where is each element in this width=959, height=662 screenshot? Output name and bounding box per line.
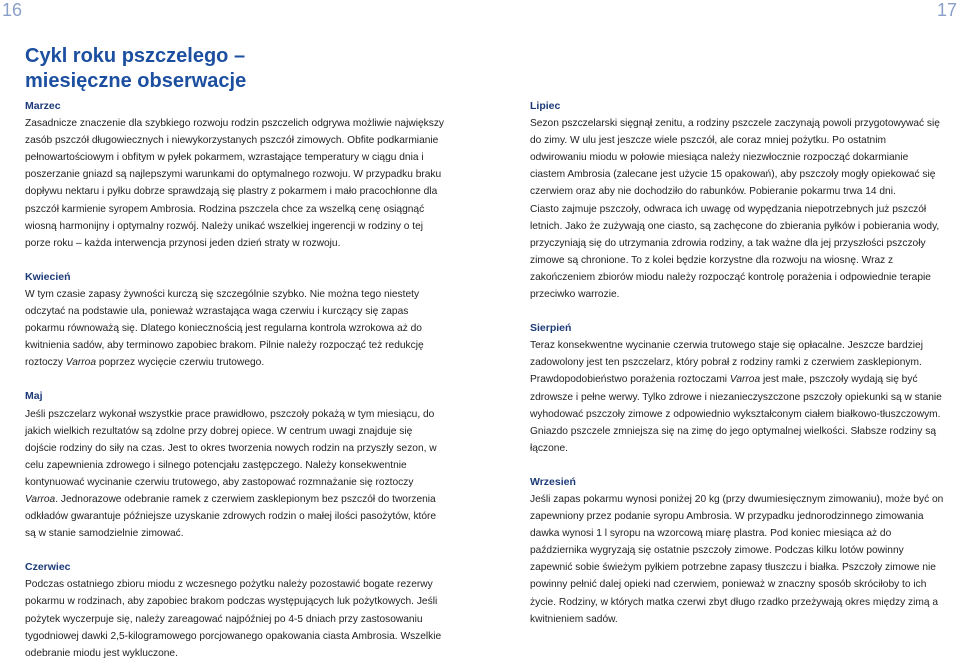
title-line-1: Cykl roku pszczelego – — [25, 45, 246, 67]
section-text: Teraz konsekwentne wycinanie czerwia trutowego staje się opłacalne. Jeszcze bardziej zadowolony jest ten pszczelarz, który pobrał z rodziny ramki z czerwiem zasklepionym. Prawdopodobieństwo porażenia roztoczami Varroa jest małe, pszczoły wydają się być zdrowsze i pełne werwy. Tylko zdrowe i niezanieczyszczone pszczoły opiekunki są w stanie wyhodować pszczoły zimowe z odpowiednio wykształconym ciałem białkowo-tłuszczowym. Gniazdo pszczele zmniejsza się na zimę do jego optymalnej wielkości. Słabsze rodziny są łączone. — [530, 340, 942, 454]
section-text-2: Ciasto zajmuje pszczoły, odwraca ich uwagę od wypędzania niepotrzebnych już pszczół letnich. Jako że zużywają one ciasto, są zachęcone do zbierania pyłków i pobierania wody, przyczyniają się do utrzymania zdrowia rodziny, a tak ważne dla jej przyszłości pszczoły zimowe są chronione. To z kolei będzie korzystne dla rozwoju na wiosnę. Wraz z zakończeniem zbiorów miodu należy rozpocząć kontrolę porażenia i odpowiednie terapie przeciwko warrozie. — [530, 203, 940, 301]
section-text: W tym czasie zapasy żywności kurczą się szczególnie szybko. Nie można tego niestety odczytać na podstawie ula, ponieważ wzrastająca waga czerwiu i kurczący się zapas pokarmu równoważą się. Dlatego koniecznością jest regularna kontrola wzrokowa aż do kwitnienia sadów, aby terminowo zapobiec brakom. Pilnie należy rozpocząć też redukcję roztoczy Varroa poprzez wycięcie czerwiu trutowego. — [25, 288, 424, 369]
page-number-left: 16 — [2, 0, 23, 20]
section-text: Jeśli pszczelarz wykonał wszystkie prace prawidłowo, pszczoły pokażą w tym miesiącu, do jakich wielkich rezultatów są zdolne przy dobrej opiece. W centrum uwagi znajduje się dojście rodziny do siły na czas. Jest to okres tworzenia nowych rodzin na przyszły sezon, w celu zapewnienia zdrowego i silnego potencjału zastępczego. Należy konsekwentnie kontynuować wycinanie czerwiu trutowego, aby zastopować rozmnażanie się roztoczy Varroa. Jednorazowe odebranie ramek z czerwiem zasklepionym bez pszczół do tworzenia odkładów gwarantuje późniejsze uzyskanie zdrowych rodzin o małej ilości pasożytów, które są w stanie samodzielnie zimować. — [25, 408, 437, 540]
section-heading: Kwiecień — [25, 270, 71, 283]
section-heading: Maj — [25, 390, 43, 403]
title-line-2: miesięczne obserwacje — [25, 70, 247, 92]
section-sierpien — [530, 320, 945, 457]
section-heading: Sierpień — [530, 322, 572, 335]
section-lipiec — [530, 98, 945, 303]
right-column — [530, 98, 945, 628]
section-wrzesien — [530, 474, 945, 628]
section-maj — [25, 388, 445, 542]
section-marzec — [25, 98, 445, 252]
section-heading: Lipiec — [530, 100, 561, 112]
section-text: Sezon pszczelarski sięgnął zenitu, a rodziny pszczele zaczynają powoli przygotowywać się do zimy. W ulu jest jeszcze wiele pszczół, ale coraz mniej pożytku. Po ostatnim odwirowaniu miodu w połowie miesiąca należy niezwłocznie rozpocząć dokarmianie ciastem Ambrosia (zalecane jest użycie 15 opakowań), aby pszczoły mogły opiekować się czerwiem oraz aby nie dochodziło do rabunków. Pobieranie pokarmu trwa 14 dni. — [530, 118, 940, 198]
section-heading: Marzec — [25, 100, 61, 112]
section-text: Podczas ostatniego zbioru miodu z wczesnego pożytku należy pozostawić bogate rezerwy pokarmu w rodzinach, aby zapobiec brakom podczas występujących luk pożytkowych. Jeśli pożytek wyczerpuje się, należy zareagować najpóźniej po 4-5 dniach przy zastosowaniu tygodniowej dawki 2,5-kilogramowego porcjowanego opakowania ciasta Ambrosia. Wszelkie odebranie miodu jest wykluczone. — [25, 579, 442, 659]
left-column — [25, 98, 445, 662]
page-title — [25, 44, 445, 94]
section-text: Jeśli zapas pokarmu wynosi poniżej 20 kg (przy dwumiesięcznym zimowaniu), może być on zapewniony przez podanie syropu Ambrosia. W przypadku jednorodzinnego zimowania dawka wynosi 1 l syropu na wzorcową miarę plastra. Pod koniec miesiąca aż do października wygryzają się ostatnie pszczoły zimowe. Podczas kilku lotów powinny zapewnić sobie świeżym pyłkiem potrzebne zapasy tłuszczu i białka. Pszczoły zimowe nie powinny pełnić dalej opieki nad czerwiem, ponieważ w znaczny sposób skróciłoby to ich życie. Rodziny, w których matka czerwi zbyt długo rzadko przeżywają okres między zimą a kwitnieniem sadów. — [530, 493, 944, 625]
section-heading: Wrzesień — [530, 475, 576, 488]
section-czerwiec — [25, 559, 445, 662]
page-number-right: 17 — [936, 0, 957, 20]
section-text: Zasadnicze znaczenie dla szybkiego rozwoju rodzin pszczelich odgrywa możliwie największy zasób pszczół długowiecznych i niewykorzystanych pszczół zimowych. Obfite podkarmianie pełnowartościowym i obfitym w pyłek pokarmem, wzrastające temperatury w ciągu dnia i poszerzanie gniazd są najlepszymi warunkami do optymalnego rozwoju. W przypadku braku dopływu nektaru i pyłku dobrze sprawdzają się plastry z pokarmem i mało pracochłonne dla pszczół karmienie syropem Ambrosia. Rodzina pszczela chce za wszelką cenę osiągnąć wiosną harmonijny i optymalny rozwój. Należy unikać wszelkiej ingerencji w rodziny o tej porze roku – każda interwencja przynosi jeden dzień straty w rozwoju. — [25, 118, 445, 249]
section-heading: Czerwiec — [25, 561, 71, 574]
section-kwiecien — [25, 269, 445, 372]
